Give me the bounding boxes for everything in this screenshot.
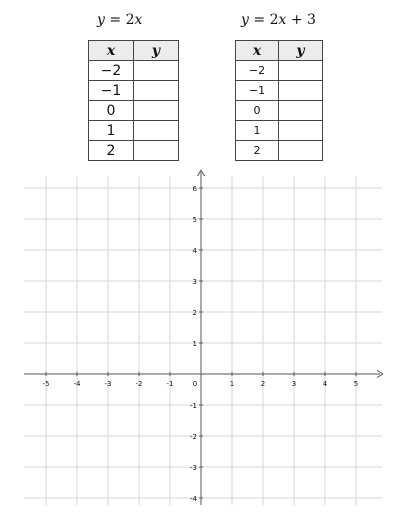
y-tick-label: 5	[192, 216, 197, 224]
y-tick-label: 2	[192, 309, 197, 317]
x-value-cell: −1	[236, 81, 279, 101]
equation-2-equals: =	[248, 12, 270, 28]
y-tick-label: -3	[190, 464, 197, 472]
x-value-cell: 0	[236, 101, 279, 121]
y-tick-label: -1	[190, 402, 197, 410]
equation-1-lhs: y	[97, 12, 105, 28]
equation-2-coefficient: 2	[269, 12, 279, 28]
y-tick-label: 3	[192, 278, 197, 286]
x-tick-label: -5	[42, 380, 50, 388]
y-tick-label: 1	[192, 340, 197, 348]
x-tick-label: 1	[229, 380, 235, 388]
y-column-header: y	[134, 41, 179, 61]
equation-2-lhs: y	[241, 12, 249, 28]
y-tick-label: -4	[190, 495, 197, 503]
equation-1-variable: x	[134, 12, 143, 28]
x-value-cell: 1	[236, 121, 279, 141]
x-tick-label: 2	[260, 380, 266, 388]
y-column-header: y	[279, 41, 323, 61]
x-tick-label: -4	[73, 380, 81, 388]
y-tick-label: 4	[192, 247, 197, 255]
x-tick-label: -2	[135, 380, 143, 388]
equation-2-variable: x	[278, 12, 287, 28]
x-value-cell: 2	[89, 141, 134, 161]
x-value-cell: −2	[89, 61, 134, 81]
equation-1-coefficient: 2	[125, 12, 135, 28]
x-tick-label: 0	[192, 380, 198, 388]
x-column-header: x	[236, 41, 279, 61]
equation-1-equals: =	[104, 12, 126, 28]
x-tick-label: 3	[291, 380, 297, 388]
x-tick-label: -3	[104, 380, 112, 388]
x-value-cell: 1	[89, 121, 134, 141]
y-tick-label: 6	[192, 185, 197, 193]
x-value-cell: 2	[236, 141, 279, 161]
x-value-cell: −1	[89, 81, 134, 101]
x-tick-label: -1	[166, 380, 174, 388]
x-tick-label: 4	[322, 380, 328, 388]
equation-2-constant: + 3	[286, 12, 316, 28]
y-tick-label: -2	[190, 433, 197, 441]
x-column-header: x	[89, 41, 134, 61]
x-value-cell: −2	[236, 61, 279, 81]
x-tick-label: 5	[353, 380, 359, 388]
x-value-cell: 0	[89, 101, 134, 121]
